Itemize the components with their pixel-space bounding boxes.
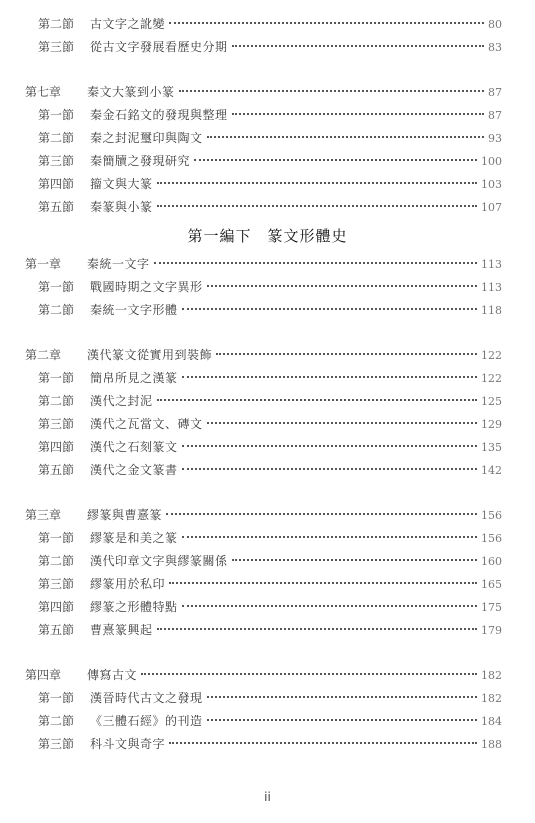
section-label: 第三節 — [38, 40, 75, 54]
toc-entry-section[interactable] — [0, 459, 535, 482]
page-number: 122 — [481, 372, 502, 385]
page-footer-number: ii — [264, 790, 271, 804]
section-title: 漢晉時代古文之發現 — [90, 691, 203, 705]
section-label: 第二節 — [38, 131, 75, 145]
chapter-title: 秦文大篆到小篆 — [87, 85, 175, 99]
toc-entry-section[interactable] — [0, 733, 535, 756]
toc-entry-section[interactable] — [0, 573, 535, 596]
toc-entry-section[interactable] — [0, 390, 535, 413]
dot-leader — [232, 45, 484, 47]
table-of-contents — [0, 13, 535, 756]
toc-entry-section[interactable] — [0, 173, 535, 196]
dot-leader — [182, 308, 477, 310]
toc-entry-section[interactable] — [0, 13, 535, 36]
part-heading — [0, 219, 535, 253]
toc-entry-section[interactable] — [0, 436, 535, 459]
page-number: 118 — [481, 304, 502, 317]
page-number: 165 — [481, 578, 502, 591]
dot-leader — [182, 376, 477, 378]
section-title: 漢代之金文篆書 — [90, 463, 178, 477]
spacer — [0, 642, 535, 664]
section-title: 漢代印章文字與繆篆關係 — [90, 554, 228, 568]
dot-leader — [166, 513, 477, 515]
section-title: 繆篆之形體特點 — [90, 600, 178, 614]
section-label: 第四節 — [38, 177, 75, 191]
dot-leader — [232, 113, 484, 115]
section-title: 繆篆是和美之篆 — [90, 531, 178, 545]
toc-entry-section[interactable] — [0, 276, 535, 299]
toc-entry-section[interactable] — [0, 619, 535, 642]
dot-leader — [182, 445, 477, 447]
toc-entry-section[interactable] — [0, 299, 535, 322]
toc-entry-section[interactable] — [0, 527, 535, 550]
section-label: 第一節 — [38, 108, 75, 122]
page-number: 122 — [481, 349, 502, 362]
dot-leader — [182, 605, 477, 607]
chapter-label: 第七章 — [25, 85, 62, 99]
chapter-title: 繆篆與曹憙篆 — [87, 508, 163, 522]
section-label: 第一節 — [38, 280, 75, 294]
dot-leader — [179, 90, 484, 92]
page-number: 179 — [481, 624, 502, 637]
section-title: 簡帛所見之漢篆 — [90, 371, 178, 385]
spacer — [0, 482, 535, 504]
dot-leader — [157, 205, 477, 207]
section-label: 第五節 — [38, 200, 75, 214]
dot-leader — [169, 22, 484, 24]
page-number: 80 — [488, 18, 502, 31]
toc-entry-chapter[interactable] — [0, 344, 535, 367]
dot-leader — [207, 422, 477, 424]
section-title: 繆篆用於私印 — [90, 577, 166, 591]
section-label: 第三節 — [38, 737, 75, 751]
toc-entry-section[interactable] — [0, 127, 535, 150]
page-number: 103 — [481, 178, 502, 191]
section-title: 古文字之訛變 — [90, 17, 166, 31]
section-label: 第五節 — [38, 623, 75, 637]
page-number: 129 — [481, 418, 502, 431]
section-title: 《三體石經》的刊造 — [90, 714, 203, 728]
chapter-title: 傳寫古文 — [87, 668, 138, 682]
section-label: 第三節 — [38, 417, 75, 431]
toc-entry-chapter[interactable] — [0, 81, 535, 104]
toc-entry-section[interactable] — [0, 687, 535, 710]
toc-entry-section[interactable] — [0, 550, 535, 573]
section-title: 籀文與大篆 — [90, 177, 153, 191]
page-number: 125 — [481, 395, 502, 408]
page-number: 156 — [481, 509, 502, 522]
section-label: 第二節 — [38, 303, 75, 317]
page-number: 156 — [481, 532, 502, 545]
dot-leader — [182, 468, 477, 470]
part-name: 第一編下 — [187, 227, 252, 245]
section-title: 曹熹篆興起 — [90, 623, 153, 637]
toc-entry-chapter[interactable] — [0, 664, 535, 687]
toc-entry-section[interactable] — [0, 196, 535, 219]
dot-leader — [169, 742, 477, 744]
dot-leader — [157, 399, 477, 401]
dot-leader — [182, 536, 477, 538]
dot-leader — [216, 353, 477, 355]
chapter-title: 漢代篆文從實用到裝飾 — [87, 348, 213, 362]
dot-leader — [141, 673, 477, 675]
page-number: 142 — [481, 464, 502, 477]
dot-leader — [207, 719, 477, 721]
dot-leader — [232, 559, 477, 561]
section-label: 第一節 — [38, 691, 75, 705]
page-number: 113 — [481, 258, 502, 271]
page-number: 184 — [481, 715, 502, 728]
toc-entry-section[interactable] — [0, 367, 535, 390]
section-label: 第一節 — [38, 371, 75, 385]
page-number: 93 — [488, 132, 502, 145]
section-label: 第二節 — [38, 714, 75, 728]
section-title: 秦簡牘之發現研究 — [90, 154, 191, 168]
dot-leader — [157, 182, 477, 184]
section-label: 第二節 — [38, 394, 75, 408]
spacer — [0, 322, 535, 344]
toc-entry-section[interactable] — [0, 596, 535, 619]
page-number: 175 — [481, 601, 502, 614]
section-title: 漢代之封泥 — [90, 394, 153, 408]
section-label: 第四節 — [38, 600, 75, 614]
chapter-label: 第四章 — [25, 668, 62, 682]
page-number: 100 — [481, 155, 502, 168]
page-number: 160 — [481, 555, 502, 568]
toc-entry-chapter[interactable] — [0, 253, 535, 276]
dot-leader — [154, 262, 477, 264]
page-number: 87 — [488, 86, 502, 99]
part-title: 篆文形體史 — [267, 227, 348, 245]
section-title: 漢代之石刻篆文 — [90, 440, 178, 454]
section-title: 科斗文與奇字 — [90, 737, 166, 751]
section-label: 第二節 — [38, 17, 75, 31]
page-number: 107 — [481, 201, 502, 214]
page-number: 83 — [488, 41, 502, 54]
dot-leader — [207, 285, 477, 287]
chapter-label: 第二章 — [25, 348, 62, 362]
section-label: 第五節 — [38, 463, 75, 477]
toc-entry-section[interactable] — [0, 710, 535, 733]
page-number: 135 — [481, 441, 502, 454]
section-title: 秦篆與小篆 — [90, 200, 153, 214]
chapter-title: 秦統一文字 — [87, 257, 150, 271]
dot-leader — [194, 159, 477, 161]
chapter-label: 第一章 — [25, 257, 62, 271]
page-number: 182 — [481, 692, 502, 705]
section-title: 戰國時期之文字異形 — [90, 280, 203, 294]
toc-entry-section[interactable] — [0, 413, 535, 436]
section-label: 第四節 — [38, 440, 75, 454]
section-title: 秦統一文字形體 — [90, 303, 178, 317]
dot-leader — [207, 696, 477, 698]
page-number: 188 — [481, 738, 502, 751]
toc-entry-section[interactable] — [0, 104, 535, 127]
chapter-label: 第三章 — [25, 508, 62, 522]
toc-entry-section[interactable] — [0, 150, 535, 173]
section-title: 秦金石銘文的發現與整理 — [90, 108, 228, 122]
section-title: 從古文字發展看歷史分期 — [90, 40, 228, 54]
page-number: 182 — [481, 669, 502, 682]
dot-leader — [169, 582, 477, 584]
dot-leader — [157, 628, 477, 630]
page-number: 87 — [488, 109, 502, 122]
section-label: 第一節 — [38, 531, 75, 545]
toc-entry-section[interactable] — [0, 36, 535, 59]
page-number: 113 — [481, 281, 502, 294]
toc-entry-chapter[interactable] — [0, 504, 535, 527]
section-title: 漢代之瓦當文、磚文 — [90, 417, 203, 431]
section-label: 第三節 — [38, 577, 75, 591]
section-label: 第二節 — [38, 554, 75, 568]
section-title: 秦之封泥璽印與陶文 — [90, 131, 203, 145]
dot-leader — [207, 136, 484, 138]
section-label: 第三節 — [38, 154, 75, 168]
spacer — [0, 59, 535, 81]
